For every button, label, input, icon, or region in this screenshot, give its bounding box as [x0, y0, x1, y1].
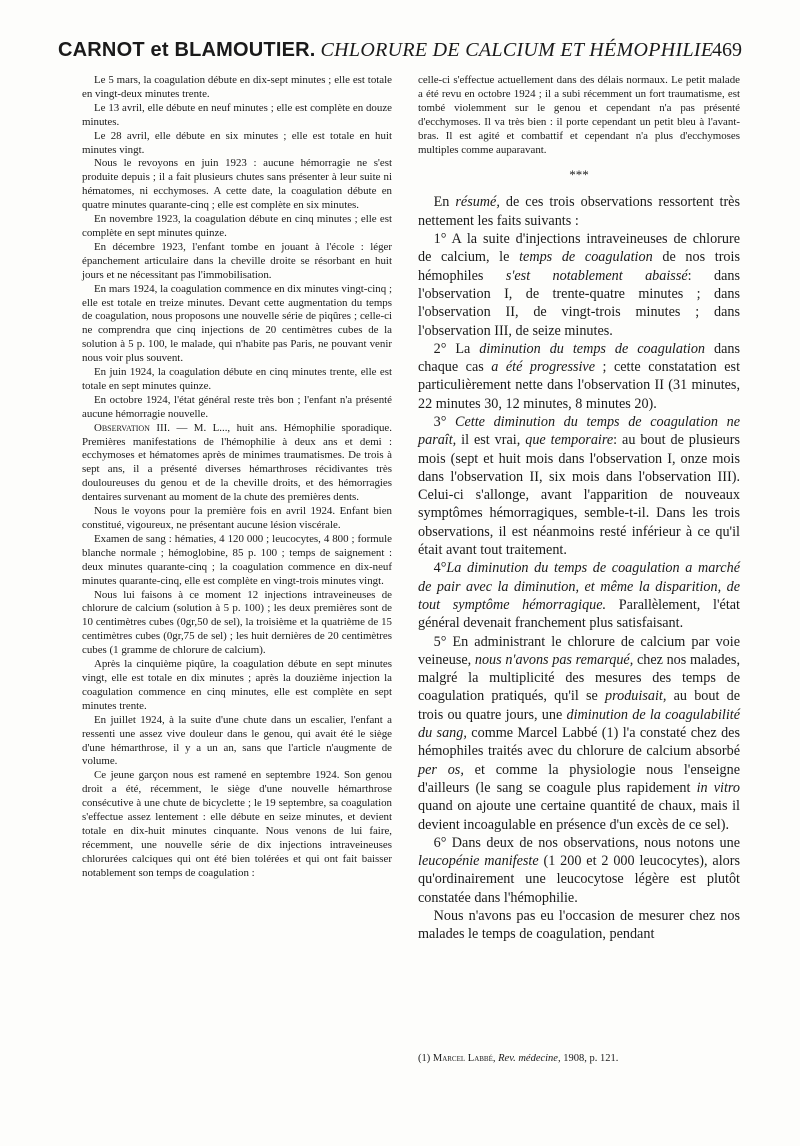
summary-point-3: 3° Cette diminution du temps de coagulation ne paraît, il est vrai, que temporaire: au bout de plusieurs mois (sept et huit mois dans l'observation I, onze mois dans l'observation II, six mois dans l'observation III). Celui-ci s'allonge, avant l'apparition de nouveaux symptômes hémorragiques, semble-t-il. Dans les trois observations, il est néanmoins resté inférieur à ce qu'il était avant tout traitement.	[418, 414, 741, 559]
header-title: CHLORURE DE CALCIUM ET HÉMOPHILIE	[320, 39, 714, 61]
summary-point-4: 4°La diminution du temps de coagulation a marché de pair avec la diminution, et même la disparition, de tout symptôme hémorragique. Parallèlement, l'état général devenait franchement plus satisfaisant.	[418, 560, 740, 632]
section-separator-asterism: ***	[569, 167, 589, 183]
case-continuation	[418, 74, 740, 157]
paragraph: Examen de sang : hématies, 4 120 000 ; leucocytes, 4 800 ; formule blanche normale ; hémoglobine, 85 p. 100 ; temps de saignement : deux minutes quarante-cinq ; la coagulation commence en dix-neuf minutes quarante-cinq, elle est complète en vingt-trois minutes vingt.	[82, 532, 392, 587]
paragraph: Nous le revoyons en juin 1923 : aucune hémorragie ne s'est produite depuis ; il a fait plusieurs chutes sans présenter à leur suite ni hématomes, ni ecchymoses. A cette date, la coagulation débute en quatre minutes quarante-cinq ; elle est complète en six minutes.	[82, 157, 392, 212]
observation-label: Observation III.	[93, 421, 170, 434]
paragraph: En mars 1924, la coagulation commence en dix minutes vingt-cinq ; elle est totale en treize minutes. Devant cette augmentation du temps de coagulation, nous proposons une nouvelle série de piqûres ; celle-ci ne comprendra que cinq injections de 20 centimètres cubes de la solution à 5 p. 100, le malade, qui n'habite pas Paris, ne pouvant venir nous voir plus souvent.	[82, 282, 392, 365]
paragraph: Le 28 avril, elle débute en six minutes ; elle est totale en huit minutes vingt.	[82, 129, 392, 156]
summary-closing: Nous n'avons pas eu l'occasion de mesurer chez nos malades le temps de coagulation, pendant	[418, 908, 740, 943]
running-header	[58, 38, 742, 62]
observation-paragraph	[82, 422, 392, 505]
paragraph: celle-ci s'effectue actuellement dans des délais normaux. Le petit malade a été revu en octobre 1924 ; il a subi récemment un fort traumatisme, est tombé violemment sur le genou et cependant n'a pas présenté d'ecchymoses. Il va très bien : il porte cependant un petit bleu à l'avant-bras. Il est agité et combattif et cependant n'a plus d'ecchymoses multiples comme auparavant.	[418, 74, 740, 156]
paragraph: Nous le voyons pour la première fois en avril 1924. Enfant bien constitué, vigoureux, ne présentant aucune lésion viscérale.	[82, 505, 392, 531]
footnote-rest: 1908, p. 121.	[563, 1053, 619, 1064]
footnote-marker: (1)	[418, 1053, 431, 1064]
summary-point-6: 6° Dans deux de nos observations, nous notons une leucopénie manifeste (1 200 et 2 000 leucocytes), alors qu'ordinairement une leucocytose légère est plutôt constatée dans l'hémophilie.	[418, 834, 741, 906]
paragraph: Nous lui faisons à ce moment 12 injections intraveineuses de chlorure de calcium (solution à 5 p. 100) ; les deux premières sont de 10 centimètres cubes (0gr,50 de sel), la troisième et la quatrième de 15 centimètres cubes (0gr,75 de sel) ; les huit dernières de 20 centimètres cubes (1 gramme de chlorure de calcium).	[82, 588, 392, 657]
footnote-source: Rev. médecine,	[498, 1053, 561, 1064]
page-number: 469	[712, 39, 742, 61]
paragraph: En novembre 1923, la coagulation débute en cinq minutes ; elle est complète en sept minutes quinze.	[82, 213, 392, 239]
paragraph: En décembre 1923, l'enfant tombe en jouant à l'école : léger épanchement articulaire dans la cheville droite se résorbant en huit jours et ne nécessitant pas l'immobilisation.	[82, 240, 392, 281]
summary-point-2: 2° La diminution du temps de coagulation dans chaque cas a été progressive ; cette constatation est particulièrement nette dans l'observation II (31 minutes, 22 minutes 30, 12 minutes, 8 minutes 20).	[418, 340, 741, 412]
left-column	[82, 74, 392, 881]
paragraph: Le 13 avril, elle débute en neuf minutes ; elle est complète en douze minutes.	[82, 101, 392, 128]
summary-intro: En résumé, de ces trois observations ressortent très nettement les faits suivants :	[418, 194, 740, 229]
footnote	[418, 1052, 740, 1065]
footnote-author: Marcel Labbé,	[432, 1053, 496, 1064]
header-authors: CARNOT et BLAMOUTIER.	[58, 39, 316, 61]
right-column	[418, 74, 740, 944]
summary-point-5: 5° En administrant le chlorure de calcium par voie veineuse, nous n'avons pas remarqué, chez nos malades, malgré la multiplicité des mesures des temps de coagulation pratiqués, qu'il se produisait, au bout de trois ou quatre jours, une diminution de la coagulabilité du sang, comme Marcel Labbé (1) l'a constaté chez des hémophiles traités avec du chlorure de calcium absorbé per os, et comme la physiologie nous l'enseigne d'ailleurs (le sang se coagule plus rapidement in vitro quand on ajoute une certaine quantité de chaux, mais il devient incoagulable en présence d'un excès de ce sel).	[418, 633, 741, 833]
summary-section	[418, 193, 740, 943]
summary-point-1: 1° A la suite d'injections intraveineuses de chlorure de calcium, le temps de coagulation de nos trois hémophiles s'est notablement abaissé: dans l'observation I, de trente-quatre minutes ; dans l'observation II, de vingt-trois minutes ; dans l'observation III, de seize minutes.	[418, 231, 741, 339]
paragraph: Après la cinquième piqûre, la coagulation débute en sept minutes vingt, elle est totale en dix minutes ; après la douzième injection la coagulation commence en cinq minutes, elle est complète en sept minutes trente.	[82, 658, 392, 712]
paragraph: En juillet 1924, à la suite d'une chute dans un escalier, l'enfant a ressenti une assez vive douleur dans le genou, qui avait été le siège d'une hémarthrose, il y a un an, sans que l'article n'augmente de volume.	[82, 713, 392, 768]
paragraph: En juin 1924, la coagulation débute en cinq minutes trente, elle est totale en sept minutes quinze.	[82, 366, 392, 392]
observation-text: — M. L..., huit ans. Hémophilie sporadique. Premières manifestations de l'hémophilie à deux ans et demi : ecchymoses et hématomes après de minimes traumatismes. De trois à sept ans, il a présenté diverses hémarthroses récidivantes très douloureuses du genou et de la cheville droits, et des hémorragies dentaires survenant au moment de la chute des premières dents.	[82, 421, 392, 504]
paragraph: Ce jeune garçon nous est ramené en septembre 1924. Son genou droit a été, récemment, le siège d'une nouvelle hémarthrose consécutive à une chute de bicyclette ; le 19 septembre, sa coagulation s'effectue assez lentement : elle débute en seize minutes, et devient totale en dix-huit minutes cinquante. Nous venons de lui faire, récemment, une nouvelle série de dix injections intraveineuses chlorurées calciques qui ont été bien tolérées et qui ont fait baisser notablement son temps de coagulation :	[82, 769, 392, 879]
paragraph: En octobre 1924, l'état général reste très bon ; l'enfant n'a présenté aucune hémorragie nouvelle.	[82, 393, 392, 420]
paragraph: Le 5 mars, la coagulation débute en dix-sept minutes ; elle est totale en vingt-deux minutes trente.	[82, 74, 392, 100]
